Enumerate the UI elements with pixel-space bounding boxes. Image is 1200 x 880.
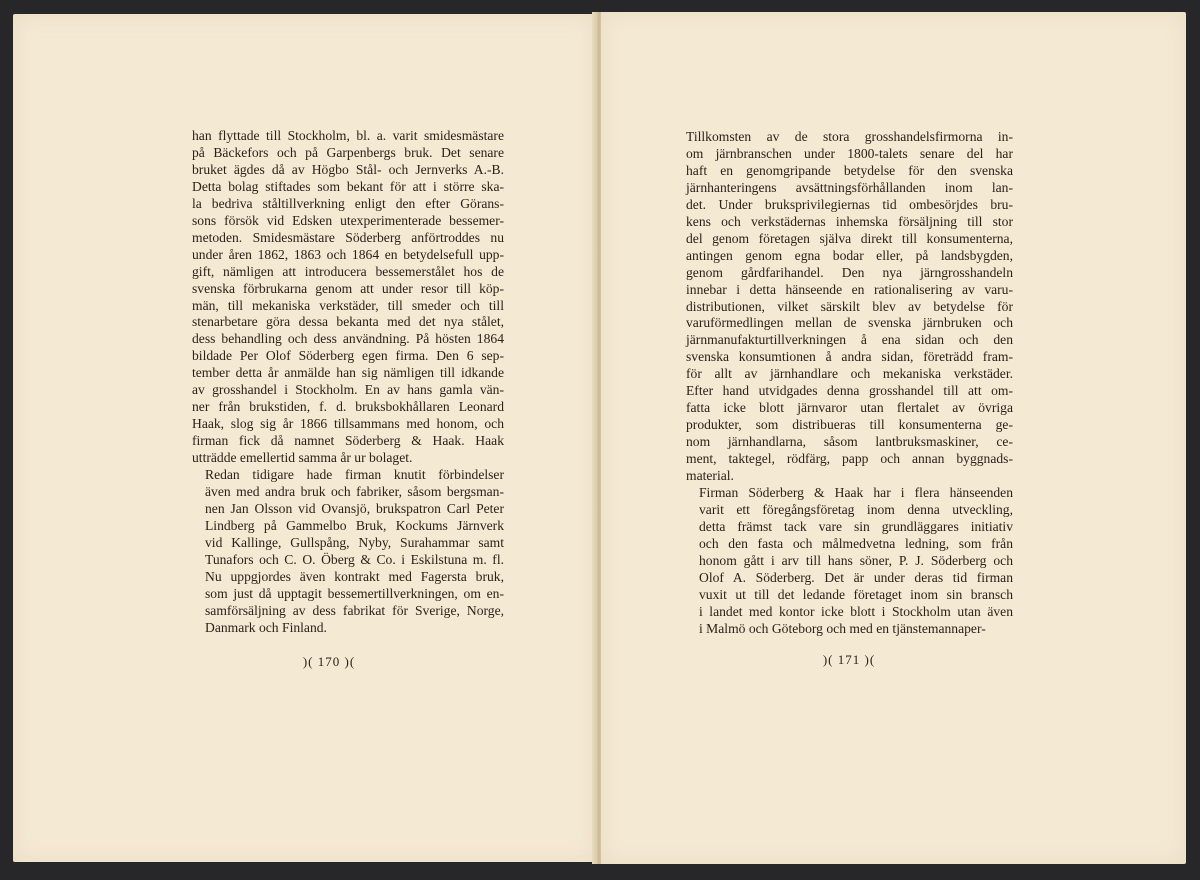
text-line: tember detta år anmälde han sig nämligen till idkande — [192, 365, 504, 381]
text-line: material. — [686, 468, 734, 484]
text-line: distributionen, vilket särskilt blev av betydelse för — [686, 298, 1013, 314]
text-line: gift, nämligen att introducera bessemerstålet hos de — [192, 263, 504, 279]
text-line: även med andra bruk och fabriker, såsom bergsman- — [205, 484, 504, 500]
text-line: firman fick då namnet Söderberg & Haak. Haak — [192, 433, 504, 449]
text-line: Firman Söderberg & Haak har i flera hänseenden — [699, 485, 1013, 501]
right-page-number: )( 171 )( — [822, 652, 876, 667]
text-line: Olof A. Söderberg. Det är under deras tid firman — [699, 569, 1013, 585]
right-page-text — [686, 129, 1013, 638]
text-line: som just då upptagit bessemertillverkningen, om en- — [205, 585, 504, 601]
text-line: Haak, slog sig år 1866 tillsammans med honom, och — [192, 416, 504, 432]
text-line: vuxit ut till det ledande företaget inom sin bransch — [699, 586, 1013, 602]
text-line: stenarbetare göra dessa bekanta med det nya stålet, — [192, 314, 504, 330]
left-page-number: )( 170 )( — [302, 654, 356, 669]
text-line: Detta bolag stiftades som bekant för att i större ska- — [192, 178, 504, 194]
text-line: Redan tidigare hade firman knutit förbindelser — [205, 467, 504, 483]
text-line: detta främst tack vare sin grundläggares initiativ — [699, 518, 1013, 534]
text-line: metoden. Smidesmästare Söderberg anförtroddes nu — [192, 229, 504, 245]
text-line: han flyttade till Stockholm, bl. a. varit smidesmästare — [192, 128, 504, 143]
text-line: genom gårdfarihandel. Den nya järngrosshandeln — [686, 264, 1013, 280]
paragraph — [192, 128, 504, 467]
text-line: järnhanteringens avsättningsförhållanden inom lan- — [686, 179, 1013, 195]
text-line: fatta icke blott järnvaror utan flertalet av övriga — [686, 400, 1013, 416]
text-line: honom gått i arv till hans söner, P. J. Söderberg och — [699, 552, 1013, 568]
text-line: järnmanufakturtillverkningen å ena sidan och den — [686, 332, 1013, 348]
text-line: sons försök vid Edsken utexperimenterade bessemer- — [192, 212, 504, 228]
text-line: nom järnhandlarna, såsom lantbruksmaskiner, ce- — [686, 434, 1013, 450]
text-line: av grosshandel i Stockholm. En av hans gamla vän- — [192, 382, 504, 398]
text-line: utträdde emellertid samma år ur bolaget. — [192, 450, 413, 466]
text-line: del genom företagen själva direkt till konsumenterna, — [686, 230, 1013, 246]
text-line: produkter, som distribueras till konsumenterna ge- — [686, 417, 1013, 433]
text-line: dess behandling och dess användning. På hösten 1864 — [192, 331, 504, 347]
paragraph — [192, 467, 504, 637]
left-page — [13, 14, 595, 862]
paragraph — [686, 129, 1013, 485]
text-line: svenska förbrukarna genom att under resor till köp- — [192, 280, 504, 296]
paragraph — [686, 485, 1013, 638]
text-line: Nu uppgjordes även kontrakt med Fagersta bruk, — [205, 568, 504, 584]
text-line: nen Jan Olsson vid Ovansjö, brukspatron Carl Peter — [205, 500, 504, 516]
text-line: i Malmö och Göteborg och med en tjänstemannaper- — [699, 620, 986, 636]
text-line: ner från brukstiden, f. d. bruksbokhållaren Leonard — [192, 399, 504, 415]
text-line: vid Kallinge, Gullspång, Nyby, Surahammar samt — [205, 534, 504, 550]
text-line: om järnbranschen under 1800-talets senare del har — [686, 145, 1013, 161]
text-line: för allt av järnhandlare och mekaniska verkstäder. — [686, 366, 1013, 382]
text-line: det. Under bruksprivilegiernas tid ombesörjdes bru- — [686, 196, 1013, 212]
text-line: Tillkomsten av de stora grosshandelsfirmorna in- — [686, 129, 1013, 144]
left-page-text — [192, 128, 504, 637]
text-line: kens och verkstädernas inhemska försäljning till stor — [686, 213, 1013, 229]
text-line: Tunafors och C. O. Öberg & Co. i Eskilstuna m. fl. — [205, 551, 504, 567]
text-line: varuförmedlingen mellan de svenska järnbruken och — [686, 315, 1013, 331]
text-line: bruket ägdes då av Högbo Stål- och Jernverks A.-B. — [192, 161, 504, 177]
text-line: bildade Per Olof Söderberg egen firma. Den 6 sep- — [192, 348, 504, 364]
text-line: män, till mekaniska verkstäder, till smeder och till — [192, 297, 504, 313]
text-line: antingen genom egna bodar eller, på landsbygden, — [686, 247, 1013, 263]
text-line: Efter hand utvidgades denna grosshandel till att om- — [686, 383, 1013, 399]
text-line: la bedriva ståltillverkning enligt den efter Görans- — [192, 195, 504, 211]
text-line: Danmark och Finland. — [205, 619, 327, 635]
text-line: svenska konsumtionen å andra sidan, företrädd fram- — [686, 349, 1013, 365]
text-line: samförsäljning av dess fabrikat för Sverige, Norge, — [205, 602, 504, 618]
right-page — [601, 12, 1186, 864]
text-line: innebar i detta hänseende en rationalisering av varu- — [686, 281, 1013, 297]
text-line: och den fasta och målmedvetna ledning, som från — [699, 535, 1013, 551]
text-line: i landet med kontor icke blott i Stockholm utan även — [699, 603, 1013, 619]
text-line: varit ett föregångsföretag inom denna utveckling, — [699, 501, 1013, 517]
text-line: under åren 1862, 1863 och 1864 en betydelsefull upp- — [192, 246, 504, 262]
text-line: haft en genomgripande betydelse för den svenska — [686, 162, 1013, 178]
text-line: på Bäckefors och på Garpenbergs bruk. Det senare — [192, 144, 504, 160]
text-line: Lindberg på Gammelbo Bruk, Kockums Järnverk — [205, 517, 504, 533]
text-line: ment, taktegel, rödfärg, papp och annan byggnads- — [686, 451, 1013, 467]
